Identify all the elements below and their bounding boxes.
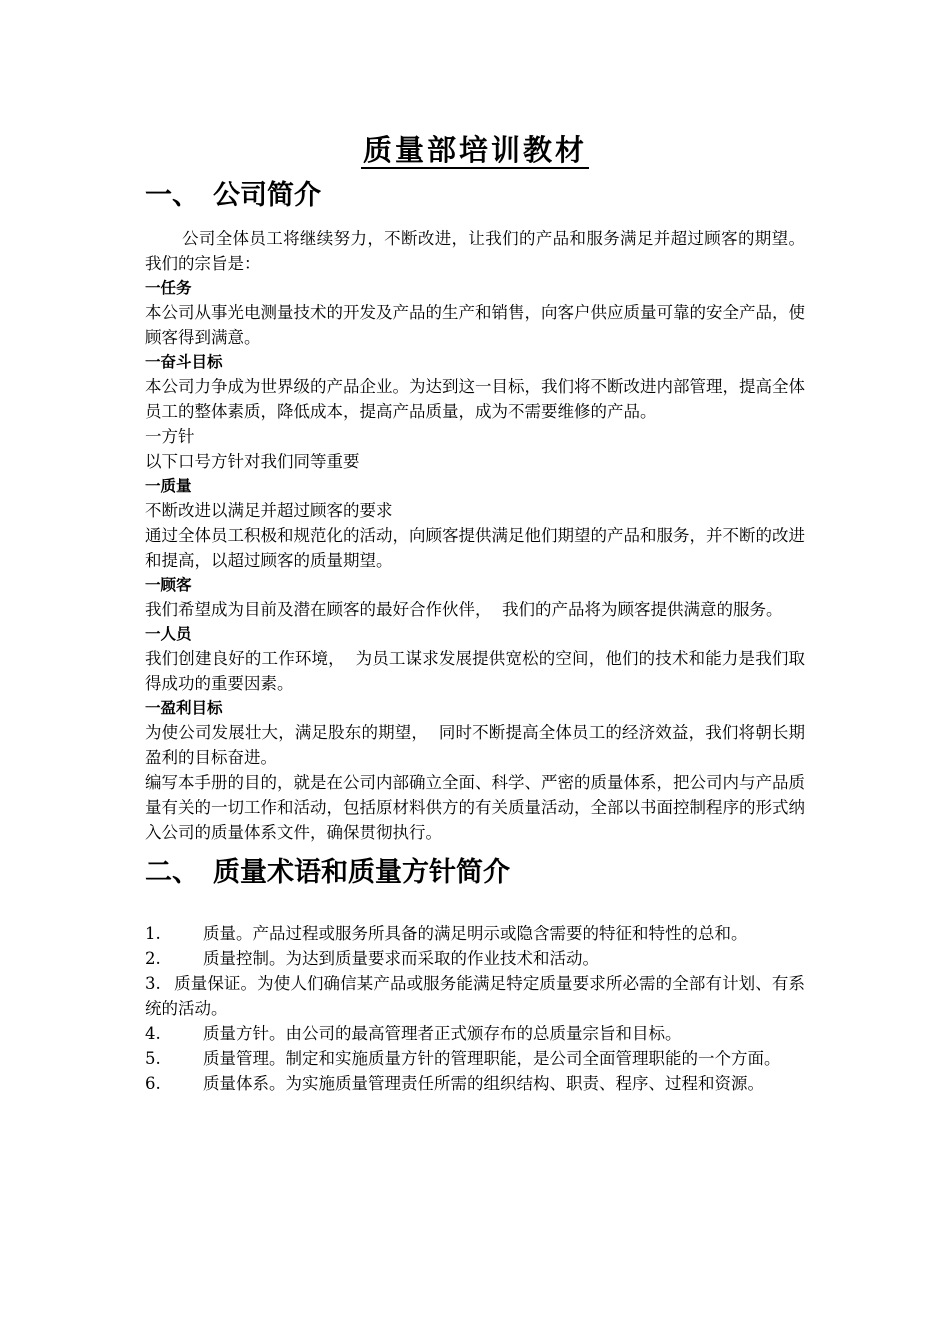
staff-paragraph: 我们创建良好的工作环境， 为员工谋求发展提供宽松的空间，他们的技术和能力是我们取得成功的重要因素。: [145, 649, 805, 693]
list-item-text: 质量保证。为使人们确信某产品或服务能满足特定质量要求所必需的全部有计划、有系统的活动。: [145, 974, 805, 1018]
task-paragraph: 本公司从事光电测量技术的开发及产品的生产和销售，向客户供应质量可靠的安全产品，使顾客得到满意。: [145, 303, 805, 347]
list-item: [145, 921, 805, 946]
customer-paragraph: 我们希望成为目前及潜在顾客的最好合作伙伴， 我们的产品将为顾客提供满意的服务。: [145, 600, 783, 619]
list-item-number: 1.: [145, 924, 161, 943]
policy-paragraph: 以下口号方针对我们同等重要: [145, 452, 360, 471]
list-item: [145, 946, 805, 971]
section-title: 质量术语和质量方针简介: [213, 857, 510, 888]
section-heading-2: [145, 851, 805, 895]
list-item-text: 质量管理。制定和实施质量方针的管理职能，是公司全面管理职能的一个方面。: [203, 1049, 781, 1068]
quality-paragraph-2: 通过全体员工积极和规范化的活动，向顾客提供满足他们期望的产品和服务，并不断的改进和提高，以超过顾客的质量期望。: [145, 526, 805, 570]
customer-label: 一顾客: [145, 576, 192, 594]
section-number: 一、: [145, 180, 199, 211]
document-title: [145, 130, 805, 170]
section-title: 公司简介: [213, 180, 321, 211]
spacer: [145, 903, 805, 921]
quality-paragraph-1: 不断改进以满足并超过顾客的要求: [145, 501, 393, 520]
goal-paragraph: 本公司力争成为世界级的产品企业。为达到这一目标，我们将不断改进内部管理，提高全体员工的整体素质，降低成本，提高产品质量，成为不需要维修的产品。: [145, 377, 805, 421]
document-body: [145, 130, 805, 1096]
list-item-text: 质量体系。为实施质量管理责任所需的组织结构、职责、程序、过程和资源。: [203, 1074, 764, 1093]
profit-label: 一盈利目标: [145, 699, 223, 717]
quality-label: 一质量: [145, 477, 192, 495]
list-item-text: 质量方针。由公司的最高管理者正式颁存布的总质量宗旨和目标。: [203, 1024, 682, 1043]
list-item-number: 3.: [145, 974, 161, 993]
purpose-paragraph: 编写本手册的目的，就是在公司内部确立全面、科学、严密的质量体系，把公司内与产品质量有关的一切工作和活动，包括原材料供方的有关质量活动，全部以书面控制程序的形式纳入公司的质量体系文件，确保贯彻执行。: [145, 773, 805, 842]
policy-label: 一方针: [145, 427, 195, 446]
list-item-text: 质量。产品过程或服务所具备的满足明示或隐含需要的特征和特性的总和。: [203, 924, 748, 943]
intro-paragraph: 公司全体员工将继续努力，不断改进，让我们的产品和服务满足并超过顾客的期望。我们的宗旨是：: [145, 229, 805, 273]
task-label: 一任务: [145, 279, 192, 297]
section-number: 二、: [145, 857, 199, 888]
list-item: [145, 1071, 805, 1096]
profit-paragraph: 为使公司发展壮大，满足股东的期望， 同时不断提高全体员工的经济效益，我们将朝长期盈利的目标奋进。: [145, 723, 805, 767]
list-item-number: 2.: [145, 949, 161, 968]
section-heading-1: [145, 174, 805, 218]
list-item: [145, 971, 805, 1021]
list-item: [145, 1046, 805, 1071]
staff-label: 一人员: [145, 625, 192, 643]
document-title-text: 质量部培训教材: [362, 133, 587, 167]
list-item-number: 6.: [145, 1074, 161, 1093]
list-item-number: 4.: [145, 1024, 161, 1043]
list-item: [145, 1021, 805, 1046]
list-item-text: 质量控制。为达到质量要求而采取的作业技术和活动。: [203, 949, 599, 968]
goal-label: 一奋斗目标: [145, 353, 223, 371]
list-item-number: 5.: [145, 1049, 161, 1068]
